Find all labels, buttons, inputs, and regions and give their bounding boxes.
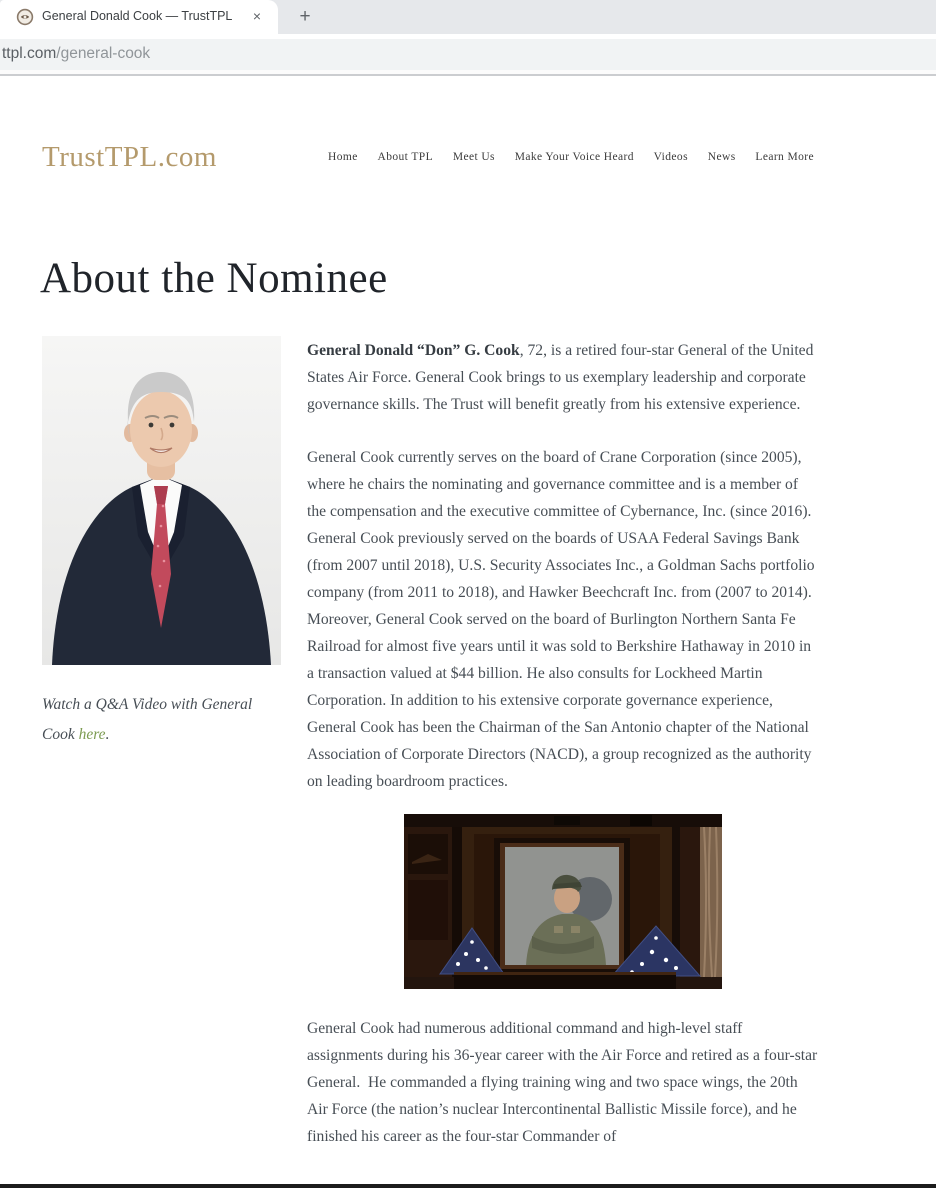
url-text[interactable]: [2, 45, 150, 63]
nav-item-about-tpl[interactable]: About TPL: [377, 151, 433, 163]
shelf-photo: [404, 814, 722, 989]
nav-item-learn-more[interactable]: Learn More: [755, 151, 814, 163]
article-body: [307, 337, 819, 1150]
paragraph-intro-text: , 72, is a retired four-star General of the United States Air Force. General Cook brings to us exemplary leadership and corporate governance skills. The Trust will benefit greatly from his extensive experience.: [307, 342, 814, 413]
browser-tab[interactable]: [0, 0, 278, 34]
caption-here-link[interactable]: here: [78, 726, 106, 743]
paragraph-intro: [307, 337, 819, 418]
paragraph-career: General Cook had numerous additional command and high-level staff assignments during his 36-year career with the Air Force and retired as a four-star General. He commanded a flying training wing and two space wings, the 20th Air Force (the nation’s nuclear Intercontinental Ballistic Missile force), and he finished his career as the four-star Commander of: [307, 1020, 818, 1145]
main-nav: [328, 151, 814, 163]
caption-text: Watch a Q&A Video with General Cook: [42, 696, 253, 743]
url-host: ttpl.com: [2, 45, 57, 62]
portrait-image: [42, 336, 281, 665]
new-tab-button[interactable]: +: [299, 6, 311, 27]
paragraph-boards: General Cook currently serves on the board of Crane Corporation (since 2005), where he chairs the nominating and governance committee and is a member of the compensation and the executive committee of Cybernance, Inc. (since 2016). General Cook previously served on the boards of USAA Federal Savings Bank (from 2007 until 2018), U.S. Security Associates Inc., a Goldman Sachs portfolio company (from 2011 to 2018), and Hawker Beechcraft Inc. from (2007 to 2014). Moreover, General Cook served on the board of Burlington Northern Santa Fe Railroad for almost five years until it was sold to Berkshire Hathaway in 2010 in a transaction valued at $44 billion. He also consults for Lockheed Martin Corporation. In addition to his extensive corporate governance experience, General Cook has been the Chairman of the San Antonio chapter of the National Association of Corporate Directors (NACD), a group recognized as the authority on leading boardroom practices.: [307, 449, 815, 790]
nav-item-make-your-voice-heard[interactable]: Make Your Voice Heard: [514, 151, 634, 163]
site-logo[interactable]: TrustTPL.com: [42, 141, 217, 173]
page-title: About the Nominee: [40, 255, 388, 302]
tab-title: General Donald Cook — TrustTPL: [42, 9, 233, 23]
url-path: /general-cook: [56, 45, 151, 62]
nav-item-meet-us[interactable]: Meet Us: [452, 151, 495, 163]
nav-item-videos[interactable]: Videos: [653, 151, 688, 163]
tab-close-icon[interactable]: ×: [252, 8, 262, 24]
chrome-page-border: [0, 74, 936, 76]
favicon-icon: [16, 8, 34, 26]
caption-period: .: [105, 726, 110, 743]
shelf-photo-image: [404, 814, 722, 989]
portrait-photo: [42, 336, 281, 665]
bottom-dark-bar: [0, 1184, 936, 1188]
nav-item-home[interactable]: Home: [328, 151, 358, 163]
nominee-name: General Donald “Don” G. Cook: [307, 342, 520, 359]
photo-caption: [42, 690, 284, 750]
nav-item-news[interactable]: News: [707, 151, 736, 163]
tab-strip: [0, 0, 936, 34]
